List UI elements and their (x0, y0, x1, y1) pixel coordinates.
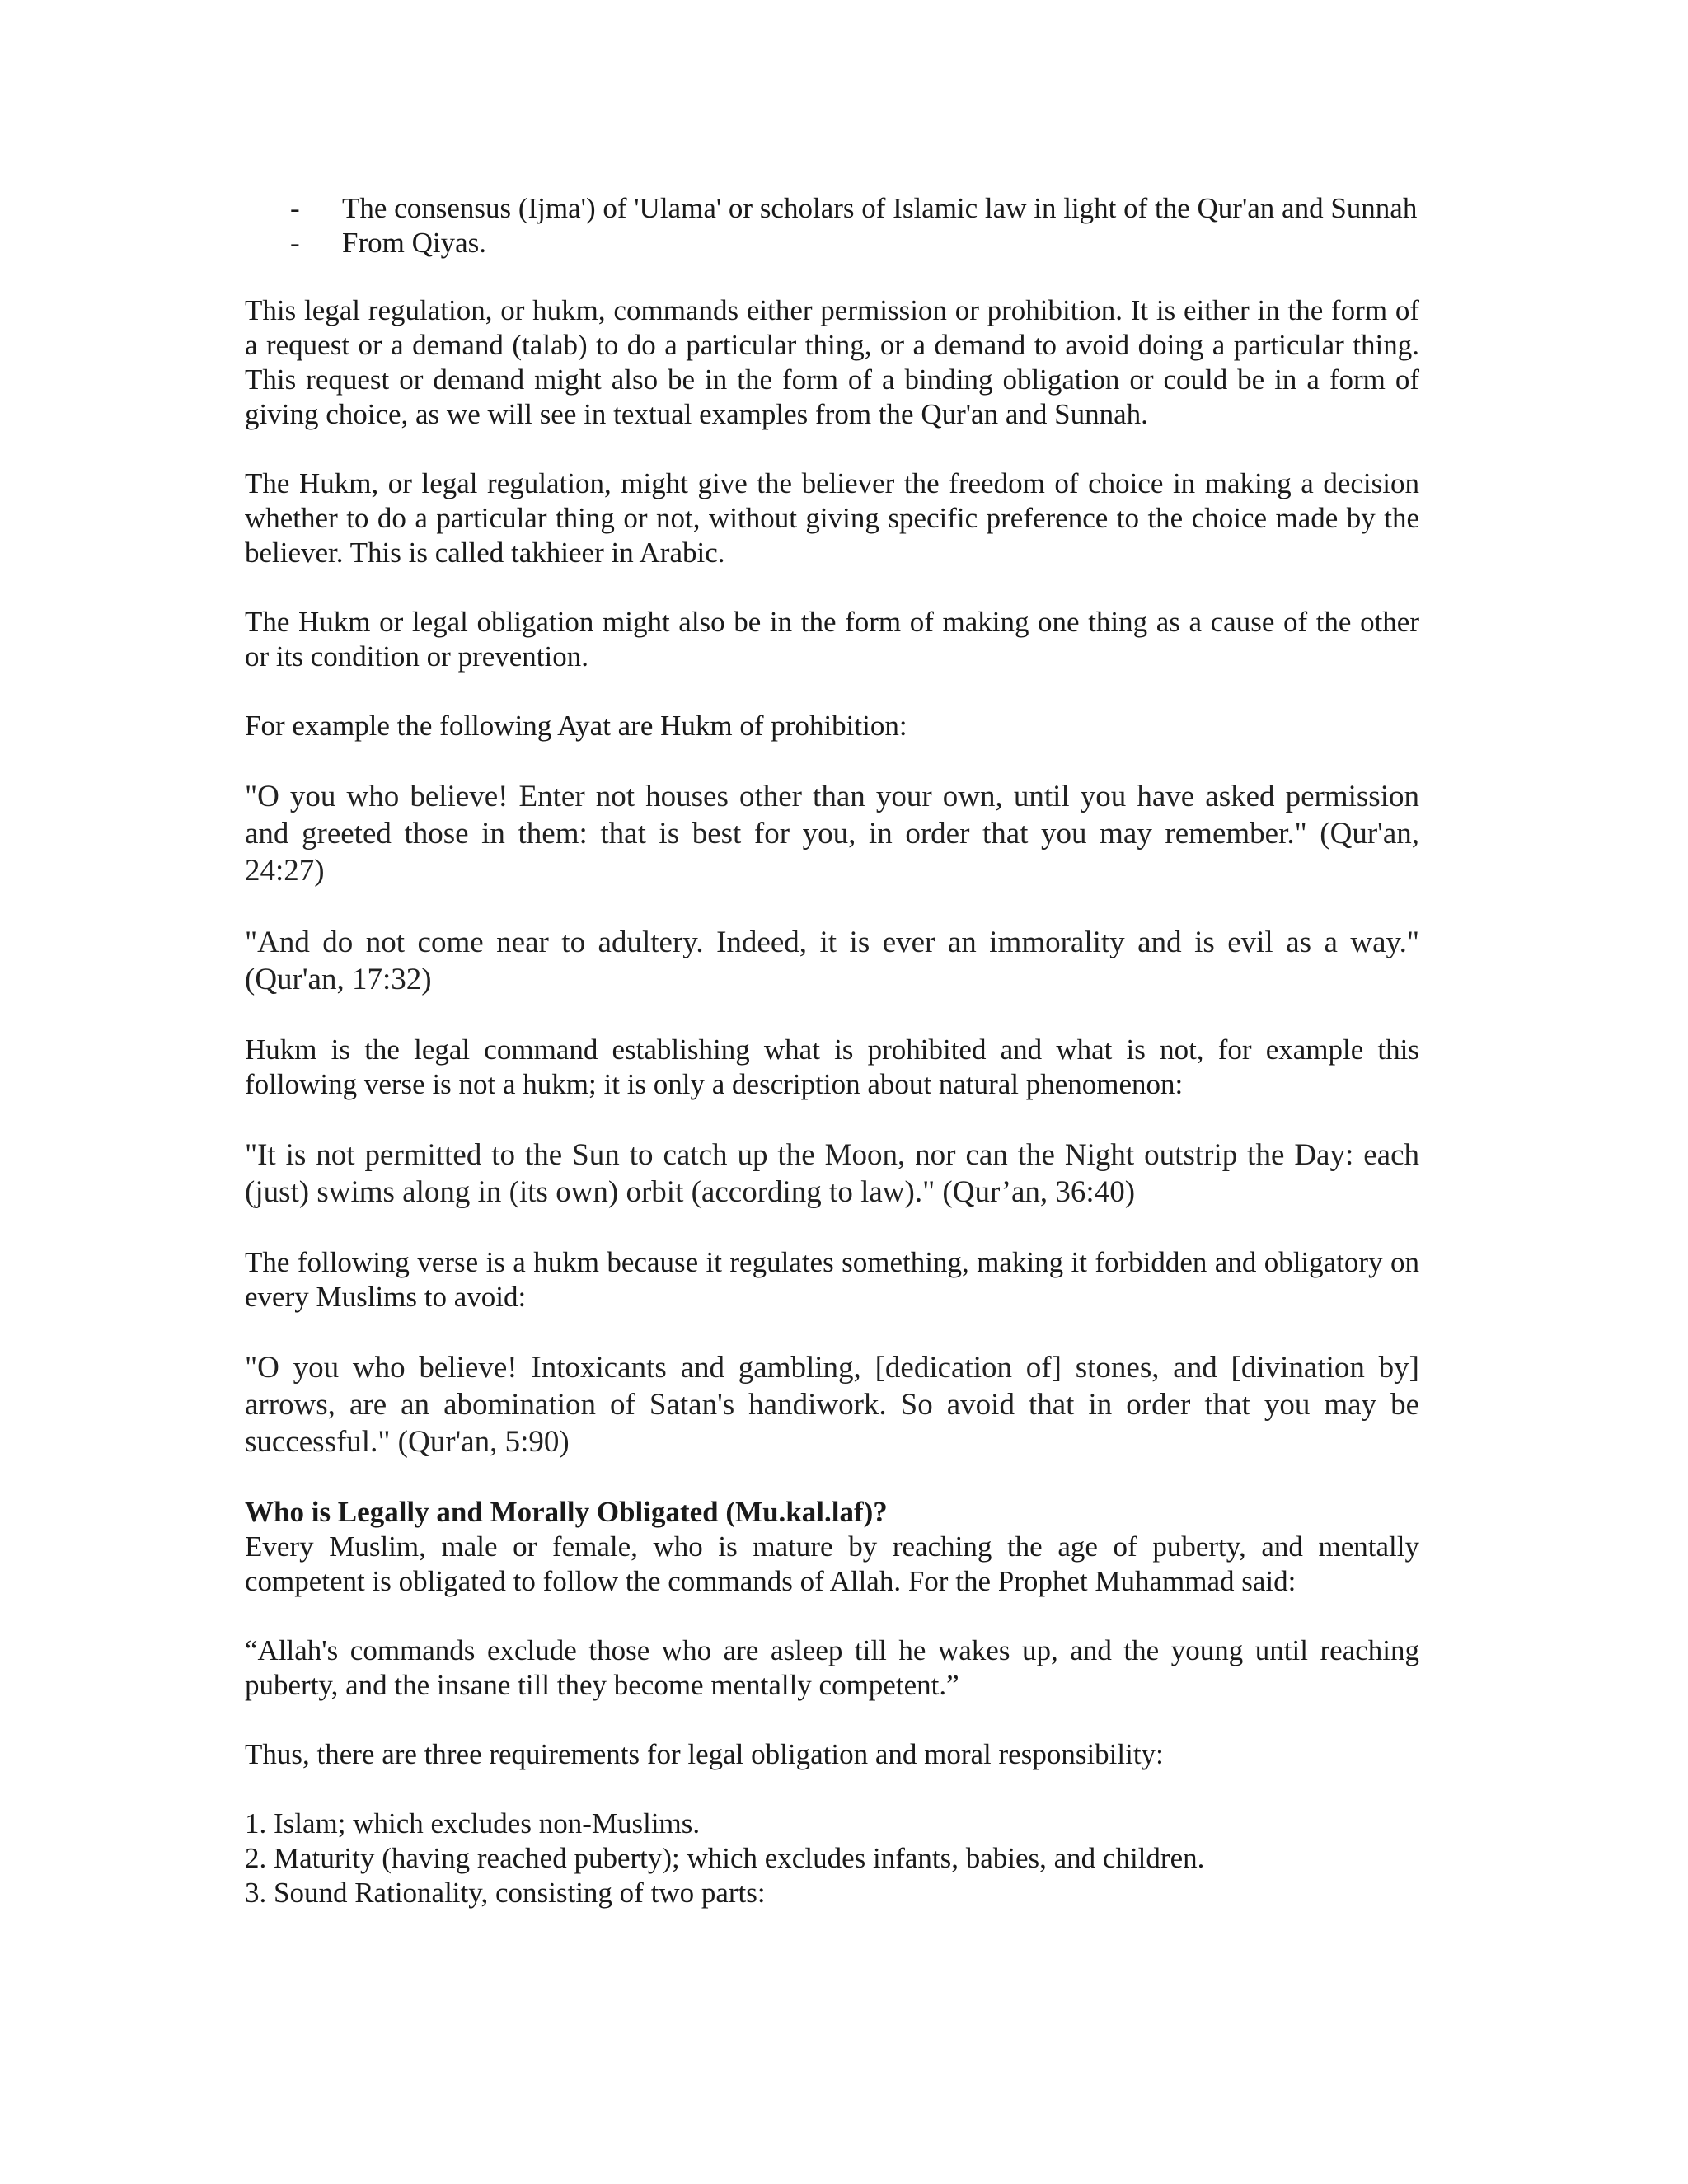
list-item (245, 226, 1419, 260)
requirement-item: 2. Maturity (having reached puberty); which excludes infants, babies, and children. (245, 1842, 1205, 1874)
quran-quote-5-90: "O you who believe! Intoxicants and gambling, [dedication of] stones, and [divination by] arrows, are an abomination of Satan's handiwork. So avoid that in order that you may be successful." (Qur'an, 5:90) (245, 1351, 1419, 1459)
quran-quote-36-40: "It is not permitted to the Sun to catch up the Moon, nor can the Night outstrip the Day: each (just) swims along in (its own) orbit (according to law)." (Qur’an, 36:40) (245, 1138, 1419, 1209)
paragraph-takhieer: The Hukm, or legal regulation, might give the believer the freedom of choice in making a decision whether to do a particular thing or not, without giving specific preference to the choice made by the believer. This is called takhieer in Arabic. (245, 467, 1419, 569)
source-list (245, 191, 1419, 260)
paragraph-hukm-verse: The following verse is a hukm because it regulates something, making it forbidden and obligatory on every Muslims to avoid: (245, 1246, 1419, 1313)
list-item-text: From Qiyas. (342, 227, 486, 259)
list-item-text: The consensus (Ijma') of 'Ulama' or scholars of Islamic law in light of the Qur'an and Sunnah (342, 192, 1418, 224)
quran-quote-24-27: "O you who believe! Enter not houses other than your own, until you have asked permission and greeted those in them: that is best for you, in order that you may remember." (Qur'an, 24:27) (245, 780, 1419, 888)
requirements-list (245, 1807, 1419, 1910)
hadith-quote: “Allah's commands exclude those who are asleep till he wakes up, and the young until reaching puberty, and the insane till they become mentally competent.” (245, 1634, 1419, 1701)
list-item (245, 191, 1419, 226)
document-page (245, 191, 1419, 1910)
paragraph-hukm-command: Hukm is the legal command establishing what is prohibited and what is not, for example this following verse is not a hukm; it is only a description about natural phenomenon: (245, 1033, 1419, 1100)
list-bullet: - (290, 227, 300, 259)
paragraph-hukm-definition: This legal regulation, or hukm, commands either permission or prohibition. It is either in the form of a request or a demand (talab) to do a particular thing, or a demand to avoid doing a particular thing. This request or demand might also be in the form of a binding obligation or could be in a form of giving choice, as we will see in textual examples from the Qur'an and Sunnah. (245, 294, 1419, 430)
paragraph-requirements-intro: Thus, there are three requirements for legal obligation and moral responsibility: (245, 1738, 1164, 1770)
paragraph-cause-condition: The Hukm or legal obligation might also be in the form of making one thing as a cause of the other or its condition or prevention. (245, 606, 1419, 673)
quran-quote-17-32: "And do not come near to adultery. Indeed, it is ever an immorality and is evil as a way." (Qur'an, 17:32) (245, 926, 1419, 996)
requirement-item: 3. Sound Rationality, consisting of two parts: (245, 1877, 766, 1909)
section-heading: Who is Legally and Morally Obligated (Mu.kal.laf)? (245, 1496, 888, 1528)
list-bullet: - (290, 192, 300, 224)
paragraph-prohibition-intro: For example the following Ayat are Hukm of prohibition: (245, 710, 907, 742)
requirement-item: 1. Islam; which excludes non-Muslims. (245, 1807, 701, 1840)
paragraph-obligated: Every Muslim, male or female, who is mature by reaching the age of puberty, and mentally competent is obligated to follow the commands of Allah. For the Prophet Muhammad said: (245, 1530, 1419, 1597)
